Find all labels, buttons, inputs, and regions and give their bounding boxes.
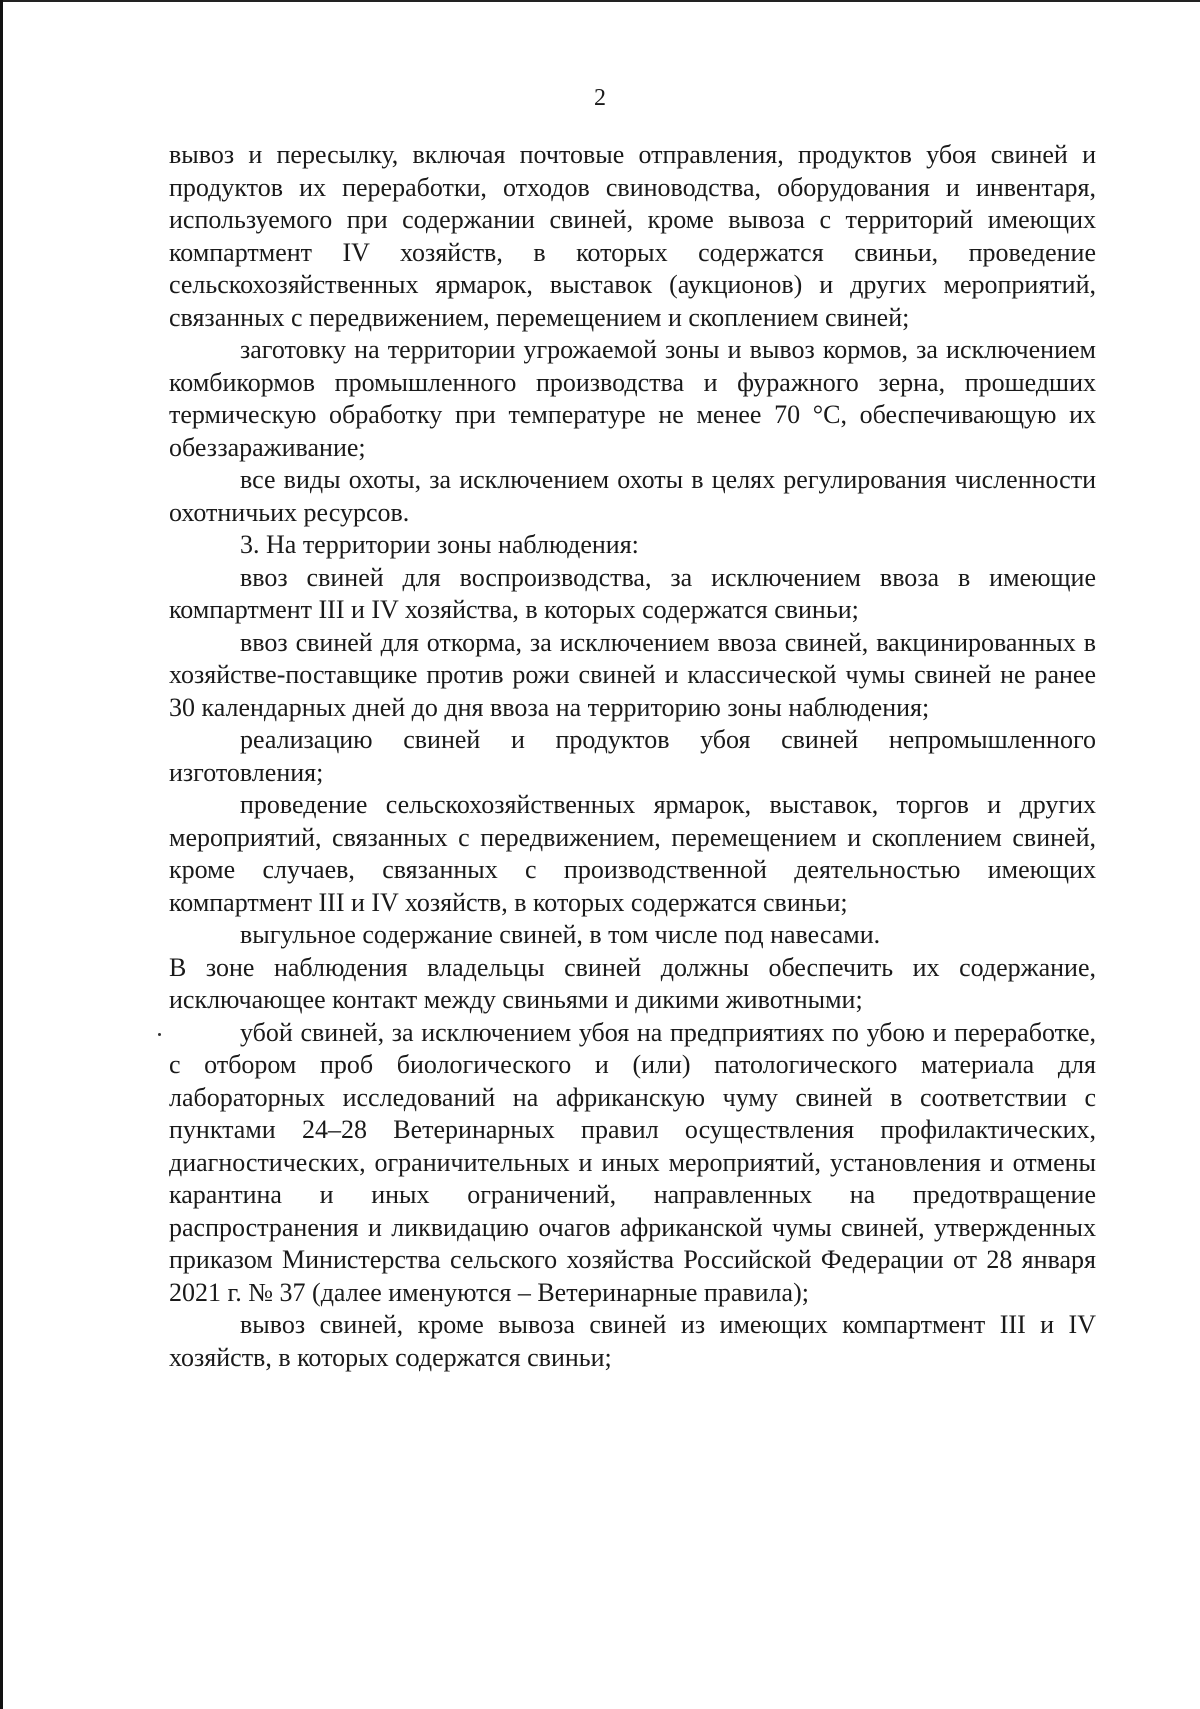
paragraph-export-and-shipping: вывоз и пересылку, включая почтовые отправления, продуктов убоя свиней и продуктов их переработки, отходов свиноводства, оборудования и инвентаря, используемого при содержании свиней, кроме вывоза с территорий имеющих компартмент IV хозяйств, в которых содержатся свиньи, проведение сельскохозяйственных ярмарок, выставок (аукционов) и других мероприятий, связанных с передвижением, перемещением и скоплением свиней; [169, 140, 1096, 332]
paragraph-feed-procurement: заготовку на территории угрожаемой зоны и вывоз кормов, за исключением комбикормов промышленного производства и фуражного зерна, прошедших термическую обработку при температуре не менее 70 °С, обеспечивающую их обеззараживание; [169, 335, 1096, 462]
paragraph-fairs-exhibitions: проведение сельскохозяйственных ярмарок, выставок, торгов и других мероприятий, связанных с передвижением, перемещением и скоплением свиней, кроме случаев, связанных с производственной деятельностью имеющих компартмент III и IV хозяйств, в которых содержатся свиньи; [169, 790, 1096, 917]
scan-speck [158, 1033, 161, 1036]
paragraph-slaughter: убой свиней, за исключением убоя на предприятиях по убою и переработке, с отбором проб биологического и (или) патологического материала для лабораторных исследований на африканскую чуму свиней в соответствии с пунктами 24–28 Ветеринарных правил осуществления профилактических, диагностических, ограничительных и иных мероприятий, установления и отмены карантина и иных ограничений, направленных на предотвращение распространения и ликвидацию очагов африканской чумы свиней, утвержденных приказом Министерства сельского хозяйства Российской Федерации от 28 января 2021 г. № 37 (далее именуются – Ветеринарные правила); [169, 1017, 1096, 1307]
paragraph-import-breeding: ввоз свиней для воспроизводства, за исключением ввоза в имеющие компартмент III и IV хозяйства, в которых содержатся свиньи; [169, 562, 1096, 624]
document-body [169, 139, 1096, 1374]
paragraph-sale-products: реализацию свиней и продуктов убоя свиней непромышленного изготовления; [169, 725, 1096, 787]
paragraph-hunting: все виды охоты, за исключением охоты в целях регулирования численности охотничьих ресурсов. [169, 465, 1096, 527]
paragraph-observation-zone-heading: 3. На территории зоны наблюдения: [240, 530, 639, 559]
scan-top-edge [0, 0, 1200, 2]
paragraph-import-fattening: ввоз свиней для откорма, за исключением ввоза свиней, вакцинированных в хозяйстве-поставщике против рожи свиней и классической чумы свиней не ранее 30 календарных дней до дня ввоза на территорию зоны наблюдения; [169, 627, 1096, 722]
scan-left-edge [0, 0, 3, 1709]
page-number: 2 [594, 85, 606, 111]
paragraph-export-pigs: вывоз свиней, кроме вывоза свиней из имеющих компартмент III и IV хозяйств, в которых содержатся свиньи; [169, 1310, 1096, 1372]
paragraph-owners-obligation: В зоне наблюдения владельцы свиней должны обеспечить их содержание, исключающее контакт между свиньями и дикими животными; [169, 952, 1096, 1014]
paragraph-free-range: выгульное содержание свиней, в том числе под навесами. [240, 920, 881, 949]
